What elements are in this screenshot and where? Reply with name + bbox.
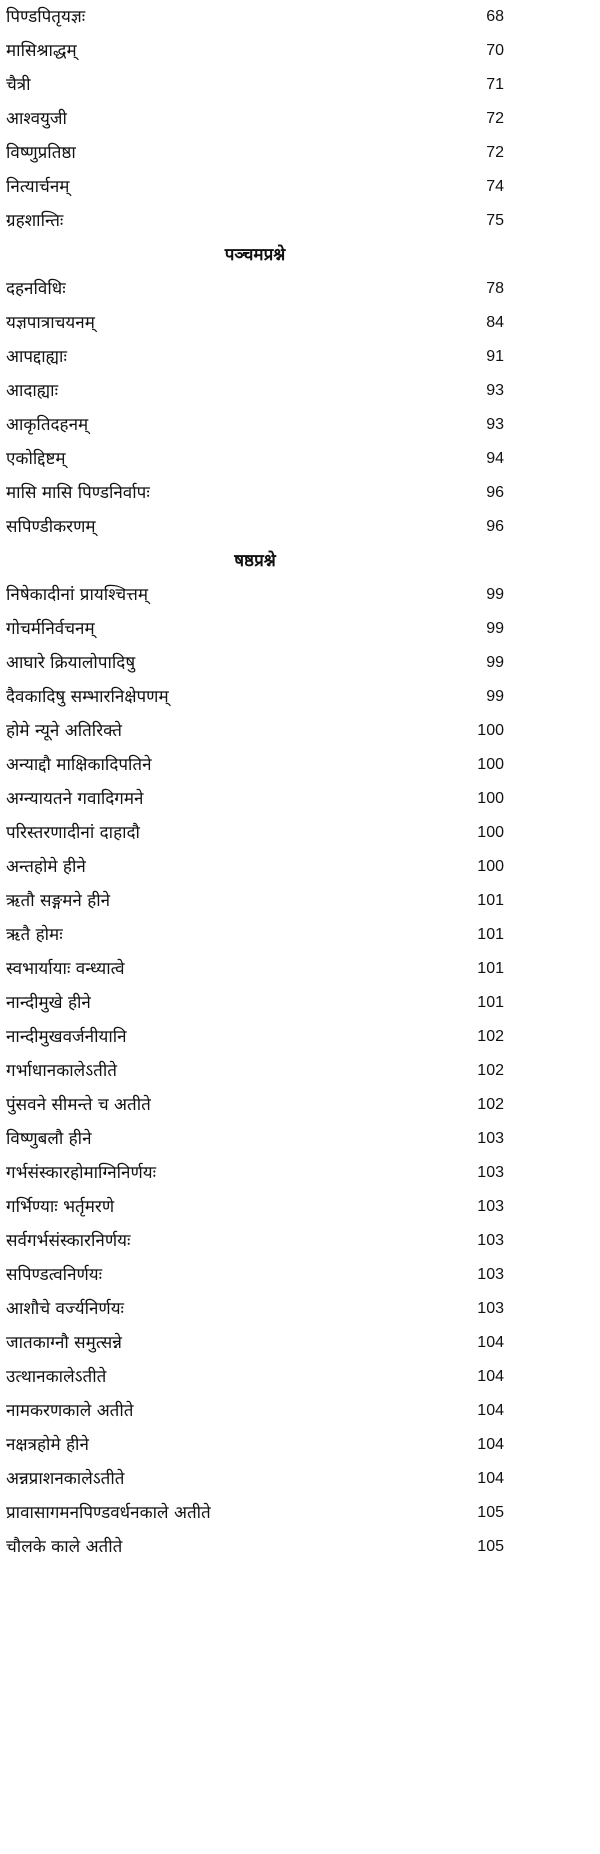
entry-title: नक्षत्रहोमे हीने xyxy=(6,1435,89,1455)
toc-entry xyxy=(0,1530,600,1564)
entry-title: मासि मासि पिण्डनिर्वापः xyxy=(6,483,150,503)
toc-entry xyxy=(0,1224,600,1258)
entry-page-number: 99 xyxy=(486,620,504,637)
entry-page-number: 68 xyxy=(486,8,504,25)
entry-page-number: 101 xyxy=(477,926,504,943)
entry-title: आकृतिदहनम् xyxy=(6,415,89,435)
entry-title: दैवकादिषु सम्भारनिक्षेपणम् xyxy=(6,687,169,707)
toc-entry xyxy=(0,952,600,986)
entry-title: गर्भिण्याः भर्तृमरणे xyxy=(6,1197,115,1217)
entry-page-number: 103 xyxy=(477,1232,504,1249)
toc-entry xyxy=(0,578,600,612)
toc-entry xyxy=(0,1428,600,1462)
entry-page-number: 104 xyxy=(477,1402,504,1419)
toc-entry xyxy=(0,204,600,238)
toc-entry xyxy=(0,884,600,918)
section-heading: पञ्चमप्रश्ने xyxy=(224,245,286,265)
entry-page-number: 100 xyxy=(477,756,504,773)
entry-page-number: 103 xyxy=(477,1164,504,1181)
entry-page-number: 105 xyxy=(477,1538,504,1555)
entry-title: स्वभार्यायाः वन्ध्यात्वे xyxy=(6,959,125,979)
entry-page-number: 99 xyxy=(486,586,504,603)
entry-page-number: 104 xyxy=(477,1368,504,1385)
toc-entry xyxy=(0,1326,600,1360)
entry-page-number: 104 xyxy=(477,1470,504,1487)
entry-title: निषेकादीनां प्रायश्चित्तम् xyxy=(6,585,149,605)
entry-page-number: 100 xyxy=(477,722,504,739)
entry-title: ऋतौ सङ्गमने हीने xyxy=(6,891,111,911)
entry-page-number: 105 xyxy=(477,1504,504,1521)
toc-entry xyxy=(0,0,600,34)
toc-entry xyxy=(0,1292,600,1326)
toc-entry xyxy=(0,1496,600,1530)
entry-page-number: 72 xyxy=(486,144,504,161)
entry-title: प्रावासागमनपिण्डवर्धनकाले अतीते xyxy=(6,1503,211,1523)
toc-entry xyxy=(0,1054,600,1088)
toc-entry xyxy=(0,374,600,408)
toc-entry xyxy=(0,408,600,442)
toc-entry xyxy=(0,816,600,850)
toc-entry xyxy=(0,1258,600,1292)
toc-entry xyxy=(0,1122,600,1156)
entry-title: गर्भसंस्कारहोमाग्निनिर्णयः xyxy=(6,1163,157,1183)
toc-entry xyxy=(0,1190,600,1224)
entry-page-number: 102 xyxy=(477,1096,504,1113)
entry-title: अन्नप्राशनकालेऽतीते xyxy=(6,1469,125,1489)
entry-title: मासिश्राद्धम् xyxy=(6,41,77,61)
entry-title: नान्दीमुखवर्जनीयानि xyxy=(6,1027,127,1047)
entry-page-number: 84 xyxy=(486,314,504,331)
entry-title: गर्भाधानकालेऽतीते xyxy=(6,1061,117,1081)
entry-page-number: 96 xyxy=(486,518,504,535)
toc-entry xyxy=(0,68,600,102)
toc-entry xyxy=(0,748,600,782)
entry-page-number: 103 xyxy=(477,1266,504,1283)
entry-title: पुंसवने सीमन्ते च अतीते xyxy=(6,1095,151,1115)
toc-entry xyxy=(0,1394,600,1428)
entry-page-number: 102 xyxy=(477,1028,504,1045)
entry-page-number: 101 xyxy=(477,960,504,977)
toc-entry xyxy=(0,306,600,340)
entry-title: नान्दीमुखे हीने xyxy=(6,993,91,1013)
toc-entry xyxy=(0,510,600,544)
toc-entry xyxy=(0,646,600,680)
entry-title: पिण्डपितृयज्ञः xyxy=(6,7,86,27)
entry-title: ऋतै होमः xyxy=(6,925,63,945)
entry-page-number: 103 xyxy=(477,1198,504,1215)
toc-entry xyxy=(0,1462,600,1496)
entry-page-number: 101 xyxy=(477,994,504,1011)
entry-title: यज्ञपात्राचयनम् xyxy=(6,313,95,333)
entry-page-number: 96 xyxy=(486,484,504,501)
toc-entry xyxy=(0,1088,600,1122)
entry-title: उत्थानकालेऽतीते xyxy=(6,1367,107,1387)
entry-title: आशौचे वर्ज्यनिर्णयः xyxy=(6,1299,124,1319)
entry-page-number: 78 xyxy=(486,280,504,297)
entry-title: चैत्री xyxy=(6,75,31,95)
entry-title: चौलके काले अतीते xyxy=(6,1537,123,1557)
toc-entry xyxy=(0,1360,600,1394)
toc-entry xyxy=(0,102,600,136)
entry-title: एकोद्दिष्टम् xyxy=(6,449,66,469)
entry-title: आघारे क्रियालोपादिषु xyxy=(6,653,136,673)
entry-title: सर्वगर्भसंस्कारनिर्णयः xyxy=(6,1231,131,1251)
toc-entry xyxy=(0,442,600,476)
entry-title: परिस्तरणादीनां दाहादौ xyxy=(6,823,140,843)
entry-title: जातकाग्नौ समुत्सन्ने xyxy=(6,1333,122,1353)
entry-page-number: 91 xyxy=(486,348,504,365)
entry-title: आश्वयुजी xyxy=(6,109,67,129)
entry-page-number: 100 xyxy=(477,790,504,807)
entry-page-number: 93 xyxy=(486,382,504,399)
entry-title: अग्न्यायतने गवादिगमने xyxy=(6,789,144,809)
toc-entry xyxy=(0,170,600,204)
entry-page-number: 74 xyxy=(486,178,504,195)
entry-title: विष्णुप्रतिष्ठा xyxy=(6,143,76,163)
toc-entry xyxy=(0,272,600,306)
entry-title: सपिण्डत्वनिर्णयः xyxy=(6,1265,103,1285)
toc-entry xyxy=(0,918,600,952)
entry-page-number: 103 xyxy=(477,1300,504,1317)
toc-entry xyxy=(0,34,600,68)
toc-entry xyxy=(0,1156,600,1190)
toc-entry xyxy=(0,680,600,714)
entry-page-number: 100 xyxy=(477,824,504,841)
entry-page-number: 71 xyxy=(486,76,504,93)
entry-title: आपद्दाह्याः xyxy=(6,347,67,367)
entry-page-number: 104 xyxy=(477,1334,504,1351)
entry-title: दहनविधिः xyxy=(6,279,66,299)
entry-page-number: 99 xyxy=(486,654,504,671)
entry-page-number: 103 xyxy=(477,1130,504,1147)
entry-page-number: 104 xyxy=(477,1436,504,1453)
entry-page-number: 70 xyxy=(486,42,504,59)
entry-title: विष्णुबलौ हीने xyxy=(6,1129,92,1149)
toc-entry xyxy=(0,612,600,646)
toc-entry xyxy=(0,1020,600,1054)
entry-title: अन्याद्दौ माक्षिकादिपतिने xyxy=(6,755,152,775)
entry-title: आदाह्याः xyxy=(6,381,59,401)
entry-title: सपिण्डीकरणम् xyxy=(6,517,96,537)
entry-title: होमे न्यूने अतिरिक्ते xyxy=(6,721,122,741)
entry-page-number: 100 xyxy=(477,858,504,875)
toc-entry xyxy=(0,340,600,374)
entry-title: गोचर्मनिर्वचनम् xyxy=(6,619,95,639)
entry-page-number: 102 xyxy=(477,1062,504,1079)
toc-entry xyxy=(0,782,600,816)
entry-title: नामकरणकाले अतीते xyxy=(6,1401,134,1421)
toc-entry xyxy=(0,850,600,884)
entry-page-number: 72 xyxy=(486,110,504,127)
entry-title: अन्तहोमे हीने xyxy=(6,857,86,877)
toc-entry xyxy=(0,476,600,510)
entry-page-number: 93 xyxy=(486,416,504,433)
entry-title: ग्रहशान्तिः xyxy=(6,211,64,231)
entry-page-number: 75 xyxy=(486,212,504,229)
section-heading: षष्ठप्रश्ने xyxy=(234,551,276,571)
entry-page-number: 94 xyxy=(486,450,504,467)
toc-entry xyxy=(0,136,600,170)
toc-entry xyxy=(0,714,600,748)
entry-page-number: 101 xyxy=(477,892,504,909)
toc-entry xyxy=(0,986,600,1020)
entry-page-number: 99 xyxy=(486,688,504,705)
entry-title: नित्यार्चनम् xyxy=(6,177,70,197)
